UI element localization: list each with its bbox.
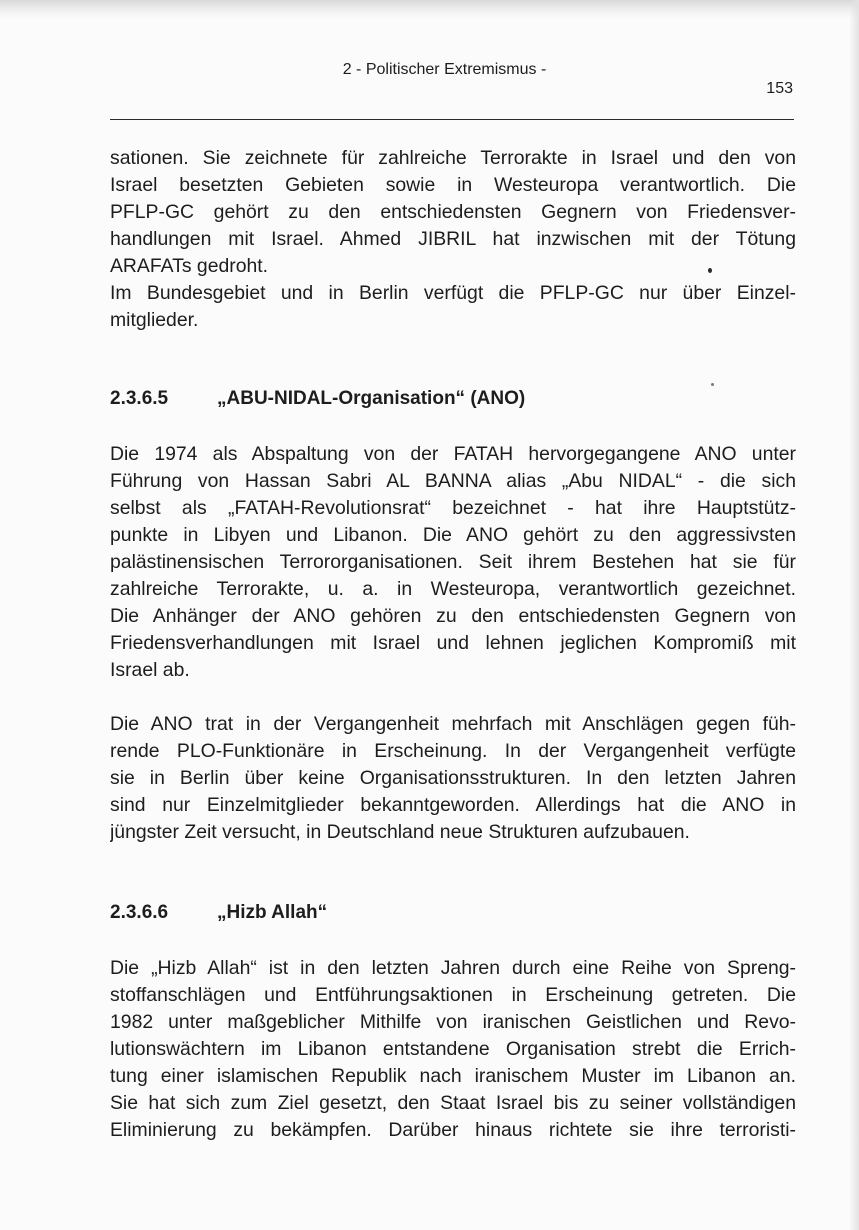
section-number: 2.3.6.5 <box>110 388 169 409</box>
scan-speck <box>708 268 712 273</box>
intro-paragraph-1 <box>110 145 796 280</box>
text-line: Friedensverhandlungen mit Israel und lehnen jeglichen Kompromiß mit <box>110 632 796 654</box>
text-line: mitglieder. <box>110 309 199 331</box>
text-line: Israel ab. <box>110 659 190 681</box>
spacer <box>110 846 796 899</box>
text-line: 1982 unter maßgeblicher Mithilfe von iranischen Geistlichen und Revo- <box>110 1011 796 1033</box>
text-line: stoffanschlägen und Entführungsaktionen in Erscheinung getreten. Die <box>110 984 796 1006</box>
text-line: Führung von Hassan Sabri AL BANNA alias „Abu NIDAL“ - die sich <box>110 470 796 492</box>
text-line: sind nur Einzelmitglieder bekanntgeworden. Allerdings hat die ANO in <box>110 794 796 816</box>
text-line: sie in Berlin über keine Organisationsstrukturen. In den letzten Jahren <box>110 767 796 789</box>
ano-paragraph-2 <box>110 711 796 846</box>
text-line: sationen. Sie zeichnete für zahlreiche Terrorakte in Israel und den von <box>110 147 796 169</box>
text-line: Die „Hizb Allah“ ist in den letzten Jahren durch eine Reihe von Spreng- <box>110 957 796 979</box>
text-line: palästinensischen Terrororganisationen. Seit ihrem Bestehen hat sie für <box>110 551 796 573</box>
spacer <box>110 412 796 441</box>
text-line: punkte in Libyen und Libanon. Die ANO gehört zu den aggressivsten <box>110 524 796 546</box>
text-line: Die 1974 als Abspaltung von der FATAH hervorgegangene ANO unter <box>110 443 796 465</box>
ano-paragraph-1 <box>110 441 796 684</box>
text-line: selbst als „FATAH-Revolutionsrat“ bezeichnet - hat ihre Hauptstütz- <box>110 497 796 519</box>
text-line: Sie hat sich zum Ziel gesetzt, den Staat Israel bis zu seiner vollständigen <box>110 1092 796 1114</box>
text-line: Israel besetzten Gebieten sowie in Westeuropa verantwortlich. Die <box>110 174 796 196</box>
text-line: Im Bundesgebiet und in Berlin verfügt die PFLP-GC nur über Einzel- <box>110 282 796 304</box>
text-line: zahlreiche Terrorakte, u. a. in Westeuropa, verantwortlich gezeichnet. <box>110 578 796 600</box>
section-heading-ano <box>110 385 796 412</box>
page-number: 153 <box>766 80 793 97</box>
section-number: 2.3.6.6 <box>110 902 169 923</box>
spacer <box>110 334 796 385</box>
scan-edge-top <box>0 0 859 18</box>
text-line: Die Anhänger der ANO gehören zu den entschiedensten Gegnern von <box>110 605 796 627</box>
text-line: Eliminierung zu bekämpfen. Darüber hinaus richtete sie ihre terroristi- <box>110 1119 796 1141</box>
section-title: „ABU-NIDAL-Organisation“ (ANO) <box>217 388 526 409</box>
intro-paragraph-2 <box>110 280 796 334</box>
page-body <box>110 145 796 1144</box>
text-line: jüngster Zeit versucht, in Deutschland neue Strukturen aufzubauen. <box>110 821 690 843</box>
spacer <box>110 926 796 955</box>
header-rule <box>110 119 794 120</box>
scan-edge-right <box>849 0 859 1230</box>
spacer <box>110 684 796 711</box>
text-line: Die ANO trat in der Vergangenheit mehrfach mit Anschlägen gegen füh- <box>110 713 796 735</box>
hizb-paragraph-1 <box>110 955 796 1144</box>
text-line: PFLP-GC gehört zu den entschiedensten Gegnern von Friedensver- <box>110 201 796 223</box>
section-title: „Hizb Allah“ <box>217 902 328 923</box>
text-line: rende PLO-Funktionäre in Erscheinung. In der Vergangenheit verfügte <box>110 740 796 762</box>
text-line: handlungen mit Israel. Ahmed JIBRIL hat inzwischen mit der Tötung <box>110 228 796 250</box>
text-line: tung einer islamischen Republik nach iranischem Muster im Libanon an. <box>110 1065 796 1087</box>
text-line: lutionswächtern im Libanon entstandene Organisation strebt die Errich- <box>110 1038 796 1060</box>
text-line: ARAFATs gedroht. <box>110 255 269 277</box>
running-head: 2 - Politischer Extremismus - <box>342 61 547 78</box>
scan-speck <box>711 383 714 386</box>
section-heading-hizb-allah <box>110 899 796 926</box>
